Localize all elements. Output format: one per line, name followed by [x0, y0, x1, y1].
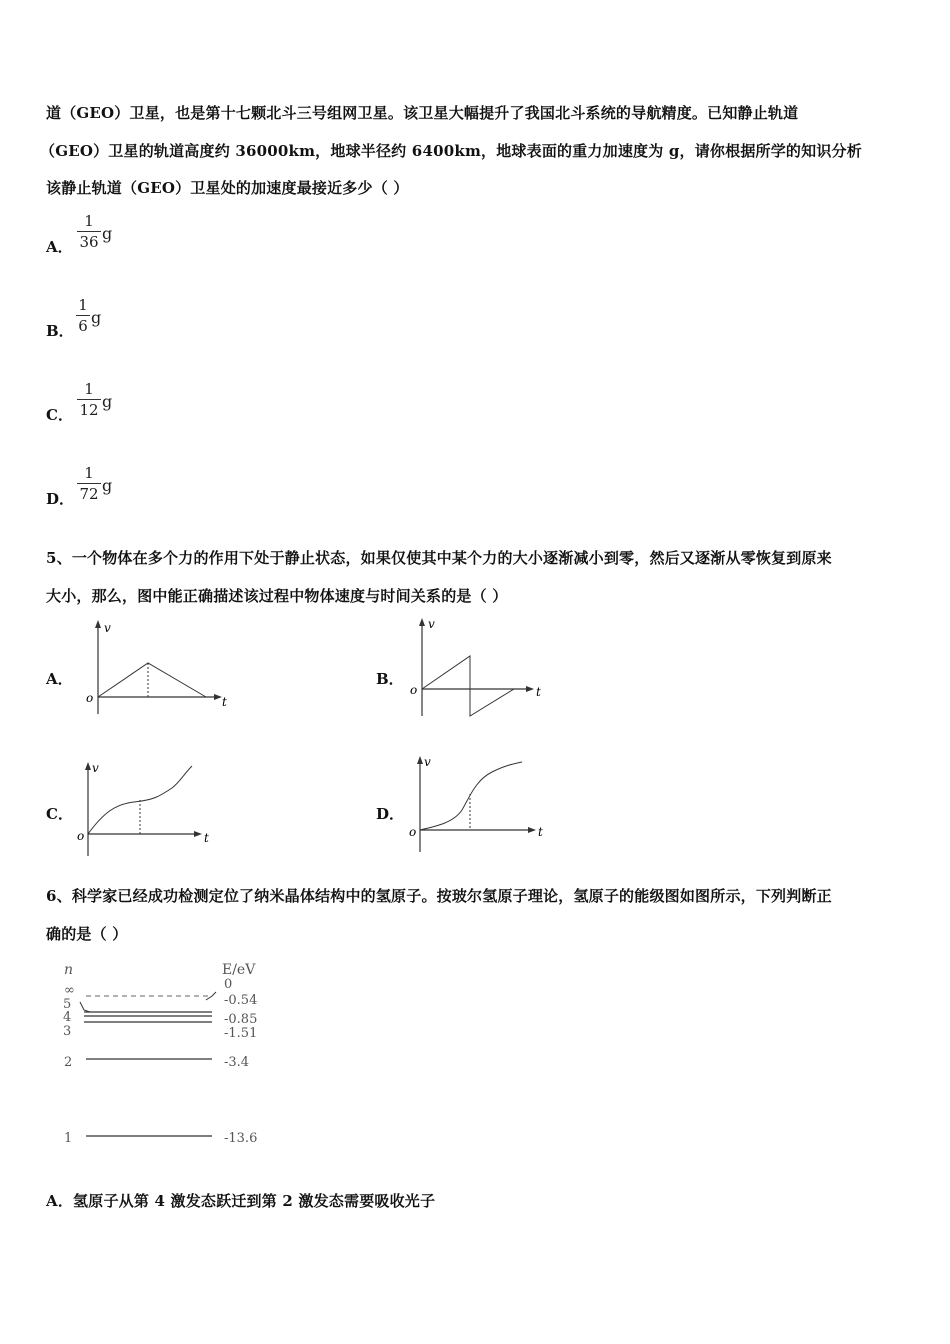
- denominator: 12: [79, 401, 99, 419]
- unit-g: g: [91, 308, 102, 327]
- level-e-inf: 0: [224, 977, 233, 992]
- origin-label: o: [410, 683, 418, 697]
- graph-b: [404, 616, 554, 718]
- level-n-4: 4: [63, 1010, 72, 1025]
- option-label: A．: [46, 238, 73, 256]
- axis-v-label: v: [428, 617, 435, 631]
- denominator: 36: [79, 233, 99, 251]
- level-e-2: -3.4: [224, 1055, 250, 1070]
- graph-a: [80, 618, 240, 718]
- axis-v-label: v: [104, 621, 111, 635]
- denominator: 6: [78, 317, 88, 335]
- numerator: 1: [84, 464, 94, 482]
- option-label: C．: [46, 805, 73, 823]
- option-label: B．: [376, 670, 404, 688]
- n-header: n: [64, 962, 74, 978]
- axis-t-label: t: [222, 695, 227, 709]
- axis-v-label: v: [92, 761, 99, 775]
- q4-text-line-2: （GEO）卫星的轨道高度约 36000km，地球半径约 6400km，地球表面的重力加速度为 g，请你根据所学的知识分析: [40, 142, 862, 160]
- axis-t-label: t: [536, 685, 541, 699]
- level-n-inf: ∞: [64, 983, 75, 998]
- level-e-4: -0.85: [224, 1012, 258, 1027]
- q5-text-line-1: 5、一个物体在多个力的作用下处于静止状态，如果仅使其中某个力的大小逐渐减小到零，然后又逐渐从零恢复到原来: [46, 549, 832, 567]
- option-label: A．: [46, 670, 73, 688]
- numerator: 1: [84, 380, 94, 398]
- option-label: D．: [376, 805, 405, 823]
- origin-label: o: [77, 829, 85, 843]
- level-n-5: 5: [63, 997, 72, 1012]
- q6-text-line-1: 6、科学家已经成功检测定位了纳米晶体结构中的氢原子。按玻尔氢原子理论，氢原子的能级图如图所示，下列判断正: [46, 887, 832, 905]
- option-label: B．: [46, 322, 74, 340]
- unit-g: g: [102, 224, 113, 243]
- axis-v-label: v: [424, 755, 431, 769]
- e-header: E/eV: [222, 962, 256, 978]
- origin-label: o: [86, 691, 94, 705]
- level-e-1: -13.6: [224, 1131, 258, 1146]
- origin-label: o: [409, 825, 417, 839]
- option-label: D．: [46, 490, 75, 508]
- fraction: [77, 212, 101, 251]
- unit-g: g: [102, 476, 113, 495]
- denominator: 72: [79, 485, 99, 503]
- level-e-5: -0.54: [224, 993, 258, 1008]
- unit-g: g: [102, 392, 113, 411]
- arrow-left-icon: [80, 1002, 90, 1012]
- fraction: [76, 296, 90, 335]
- level-n-2: 2: [64, 1055, 73, 1070]
- fraction: [77, 464, 101, 503]
- graph-c: [76, 760, 226, 858]
- axis-t-label: t: [538, 825, 543, 839]
- q5-text-line-2: 大小，那么，图中能正确描述该过程中物体速度与时间关系的是（ ）: [46, 587, 508, 605]
- q4-text-line-1: 道（GEO）卫星，也是第十七颗北斗三号组网卫星。该卫星大幅提升了我国北斗系统的导航精度。已知静止轨道: [46, 104, 799, 122]
- numerator: 1: [78, 296, 88, 314]
- fraction: [77, 380, 101, 419]
- graph-d: [404, 754, 554, 854]
- q4-text-line-3: 该静止轨道（GEO）卫星处的加速度最接近多少（ ）: [46, 179, 409, 197]
- axis-t-label: t: [204, 831, 209, 845]
- level-n-1: 1: [64, 1131, 73, 1146]
- level-e-3: -1.51: [224, 1026, 258, 1041]
- q6-option-a[interactable]: A．氢原子从第 4 激发态跃迁到第 2 激发态需要吸收光子: [46, 1192, 436, 1210]
- energy-level-diagram: [56, 958, 286, 1150]
- numerator: 1: [84, 212, 94, 230]
- level-n-3: 3: [63, 1024, 72, 1039]
- option-label: C．: [46, 406, 73, 424]
- q6-text-line-2: 确的是（ ）: [46, 925, 128, 943]
